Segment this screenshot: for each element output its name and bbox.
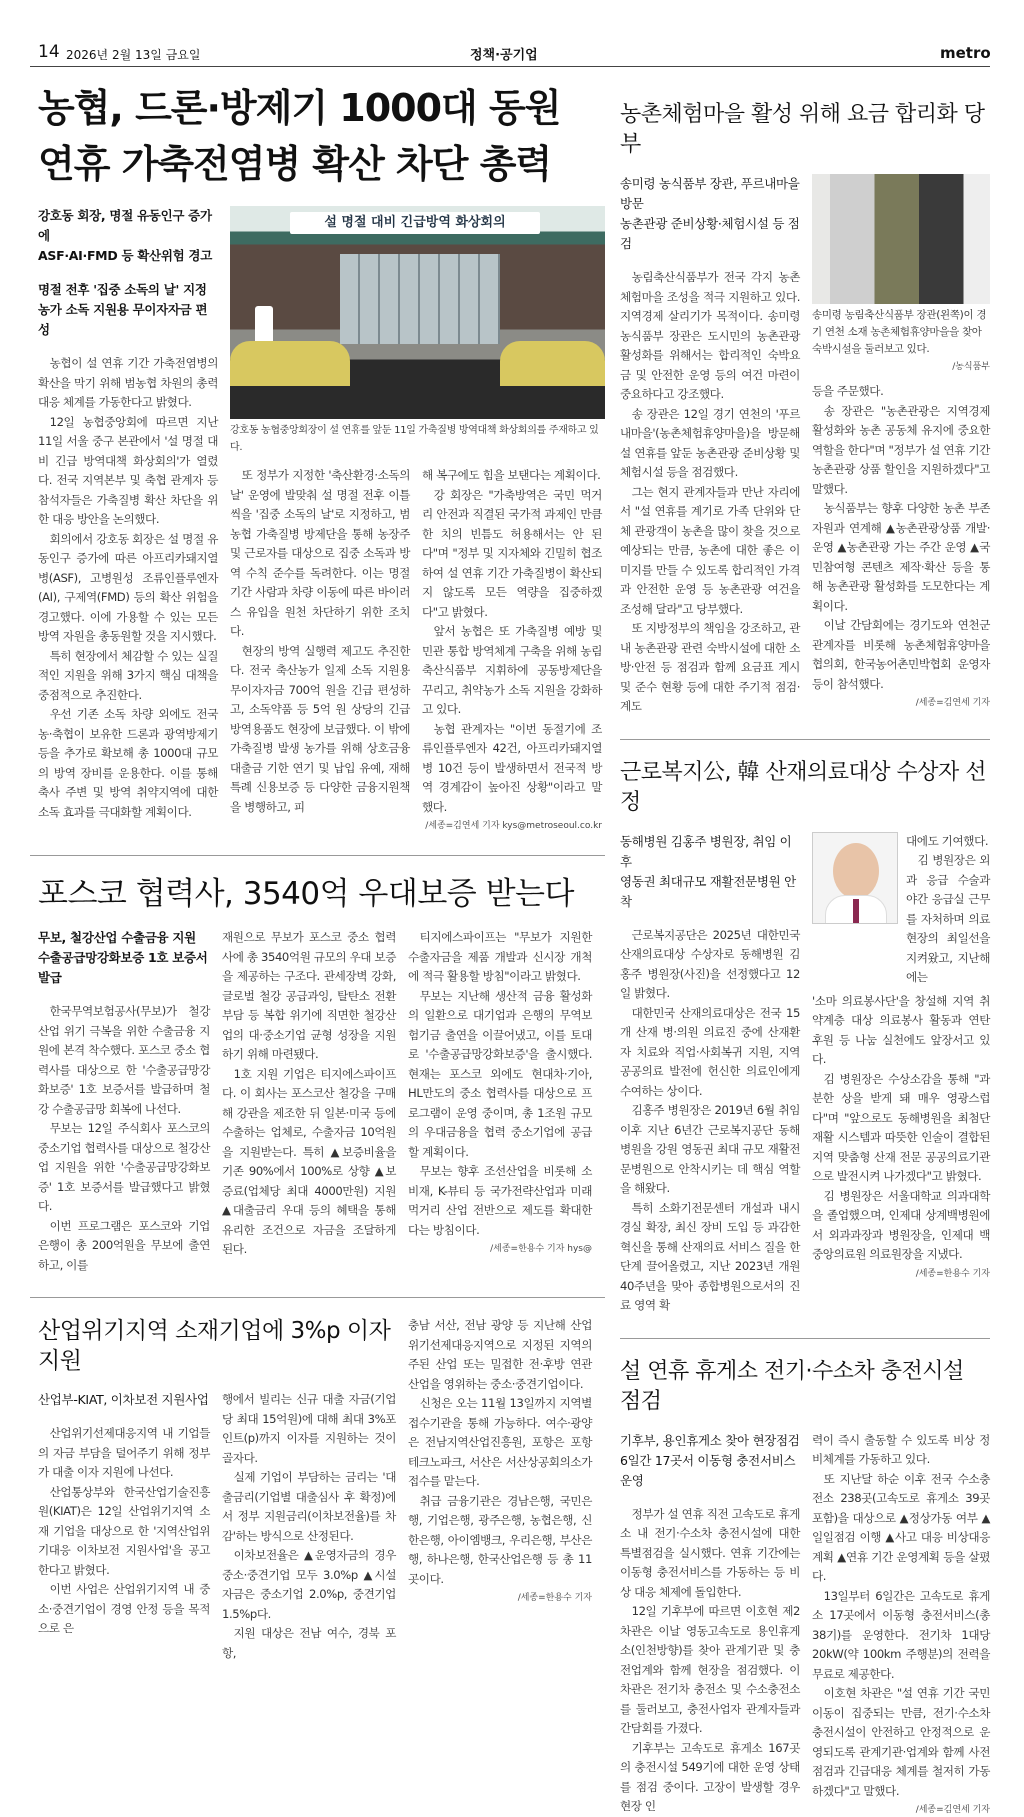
paragraph: 산업통상부와 한국산업기술진흥원(KIAT)은 12일 산업위기지역 소재 기업을 대상으로 한 '지역산업위기대응 이차보전 지원사업'을 공고한다고 밝혔다.: [38, 1483, 210, 1581]
a1-subhead-1: [38, 206, 218, 266]
a3-byline: /세종=한용수 기자: [812, 1267, 990, 1281]
paragraph: 농림축산식품부가 전국 각지 농촌체험마을 조성을 적극 지원하고 있다. 지역경제 살리기가 목적이다. 송미령 농식품부 장관은 도시민의 농촌관광 활성화를 위해서는 합리적인 숙박요금 및 안전한 운영 등의 여건 마련이 중요하다고 강조했다.: [620, 268, 800, 405]
director-portrait: [812, 832, 898, 924]
paragraph: 13일부터 6일간은 고속도로 휴게소 17곳에서 이동형 충전서비스(총 38기)를 운영한다. 전기차 1대당 20kW(약 100km 주행분)의 전력을 무료로 제공한다.: [812, 1587, 990, 1685]
article-posco: [30, 874, 605, 1275]
paragraph: 산업위기선제대응지역 내 기업들의 자금 부담을 덜어주기 위해 정부가 대출 이자 지원에 나선다.: [38, 1424, 210, 1483]
paragraph: 기후부는 고속도로 휴게소 167곳의 충전시설 549기에 대한 운영 상태를 점검 중이다. 고장이 발생할 경우 현장 인: [620, 1739, 800, 1817]
a3-column-3: [812, 992, 990, 1265]
paragraph: 12일 기후부에 따르면 이호현 제2 차관은 이날 영동고속도로 용인휴게소(인천방향)를 찾아 관계기관 및 충전업계와 함께 현장을 점검했다. 이 차관은 전기차 충전소 및 수소충전소를 둘러보고, 충전사업자 관계자들과 간담회를 가졌다.: [620, 1602, 800, 1739]
paragraph: 이호현 차관은 "설 연휴 기간 국민 이동이 집중되는 만큼, 전기·수소차 충전시설이 안전하고 안정적으로 운영되도록 관계기관·업계와 함께 사전 점검과 긴급대응 체계를 철저히 가동하겠다"고 말했다.: [812, 1684, 990, 1801]
a1-column-1: [38, 354, 218, 822]
paragraph: 또 지난달 하순 이후 전국 수소충전소 238곳(고속도로 휴게소 39곳 포함)을 대상으로 ▲정상가동 여부 ▲일일점검 이행 ▲사고 대응 비상대응계획 ▲연휴 기간 운영계획 등을 살폈다.: [812, 1470, 990, 1587]
a6-column-1: [620, 1505, 800, 1817]
article-rural-tourism: [620, 100, 990, 717]
a4-byline: /세종=한용수 기자 hys@: [408, 1242, 592, 1256]
paragraph: 특히 소화기전문센터 개설과 내시경실 확장, 최신 장비 도입 등 과감한 혁신을 통해 산재의료 서비스 질을 한 단계 끌어올렸고, 지난 2023년 개원 40주년을 맞아 종합병원으로서의 진료 영역 확: [620, 1199, 800, 1316]
paragraph: 이날 간담회에는 경기도와 연천군 관계자를 비롯해 농촌체험휴양마을협의회, 한국농어촌민박협회 운영자 등이 참석했다.: [812, 616, 990, 694]
a3-column-2: [906, 832, 990, 988]
paragraph: 김홍주 병원장은 2019년 6월 취임 이후 지난 6년간 근로복지공단 동해병원을 강원 영동권 최대 규모 재활전문병원으로 안착시키는 데 핵심 역할을 해왔다.: [620, 1101, 800, 1199]
a2-subhead: [620, 174, 800, 254]
a1-headline-line1: 농협, 드론·방제기 1000대 동원: [30, 80, 605, 136]
paragraph: 충남 서산, 전남 광양 등 지난해 산업위기선제대응지역으로 지정된 지역의 주된 산업 또는 밀접한 전·후방 연관 산업을 영위하는 중소·중견기업이다.: [408, 1316, 592, 1394]
subhead-line: 농가 소독 지원용 무이자자금 편성: [38, 300, 218, 340]
a3-column-1: [620, 926, 800, 1316]
issue-date: 2026년 2월 13일 금요일: [66, 46, 200, 63]
paragraph: 이차보전율은 ▲운영자금의 경우 중소·중견기업 모두 3.0%p ▲시설자금은 중소기업 2.0%p, 중견기업 1.5%p다.: [222, 1546, 396, 1624]
paragraph: 특히 현장에서 체감할 수 있는 실질적인 지원을 위해 3가지 핵심 대책을 중점적으로 추진한다.: [38, 647, 218, 706]
a1-column-2: [230, 466, 410, 817]
subhead-line: 무보, 철강산업 수출금융 지원: [38, 928, 210, 948]
paragraph: 강 회장은 "가축방역은 국민 먹거리 안전과 직결된 국가적 과제인 만큼 한 치의 빈틈도 허용해서는 안 된다"며 "정부 및 지자체와 긴밀히 협조하여 설 연휴 기간 가축질병이 확산되지 않도록 모든 역량을 집중하겠다"고 밝혔다.: [422, 486, 602, 623]
a5-byline: /세종=한용수 기자: [408, 1591, 592, 1605]
a6-column-2: [812, 1431, 990, 1802]
face: [833, 843, 879, 899]
paragraph: 이번 사업은 산업위기지역 내 중소·중견기업이 경영 안정 등을 목적으로 은: [38, 1580, 210, 1639]
subhead-line: 동해병원 김홍주 병원장, 취임 이후: [620, 832, 800, 872]
minister-visit-photo: [812, 174, 990, 304]
attendees-left: [230, 341, 350, 386]
divider: [620, 1338, 990, 1339]
a4-headline: 포스코 협력사, 3540억 우대보증 받는다: [30, 874, 605, 914]
a2-headline: 농촌체험마을 활성 위해 요금 합리화 당부: [620, 100, 990, 160]
paragraph: 무보는 지난해 생산적 금융 활성화의 일환으로 대기업과 은행의 무역보험기금 출연을 이끌어냈고, 이를 토대로 '수출공급망강화보증'을 출시했다. 현재는 포스코 외에도 현대차·기아, HL만도의 중소 협력사를 대상으로 프로그램이 운영 중이며, 총 1조원 규모의 우대금융을 협력 중소기업에 공급할 계획이다.: [408, 987, 592, 1163]
paragraph: 등을 주문했다.: [812, 382, 990, 402]
paragraph: 김 병원장은 서울대학교 의과대학을 졸업했으며, 인제대 상계백병원에서 외과과장과 병원장을, 인제대 백중앙의료원 의료원장을 지냈다.: [812, 1187, 990, 1265]
paragraph: 농협 관계자는 "이번 동절기에 조류인플루엔자 42건, 아프리카돼지열병 10건 등이 발생하면서 전국적 방역 경계감이 높아진 상황"이라고 말했다.: [422, 720, 602, 818]
a3-headline: 근로복지公, 韓 산재의료대상 수상자 선정: [620, 758, 990, 818]
a4-subhead: [38, 928, 210, 988]
a4-column-2: [222, 928, 396, 1260]
paragraph: 이번 프로그램은 포스코와 기업은행이 총 200억원을 무보에 출연하고, 이를: [38, 1217, 210, 1276]
paragraph: 또 지방정부의 책임을 강조하고, 관내 농촌관광 관련 숙박시설에 대한 소방·안전 등 점검과 함께 요금표 게시 및 준수 현황 등에 대한 주기적 점검·계도: [620, 619, 800, 717]
paragraph: 송 장관은 "농촌관광은 지역경제 활성화와 농촌 공동체 유지에 중요한 역할을 한다"며 "정부가 설 연휴 기간 농촌관광 상품 할인을 지원하겠다"고 말했다.: [812, 402, 990, 500]
right-area: [620, 100, 990, 1817]
a3-subhead: [620, 832, 800, 912]
paragraph: 송 장관은 12일 경기 연천의 '푸르내마을'(농촌체험휴양마을)을 방문해 설 연휴를 앞둔 농촌관광 준비상황 및 체험시설 등을 점검했다.: [620, 405, 800, 483]
a5-subhead: 산업부-KIAT, 이차보전 지원사업: [38, 1390, 210, 1410]
a2-photo-caption: 송미령 농림축산식품부 장관(왼쪽)이 경기 연천 소재 농촌체험휴양마을을 찾아 숙박시설을 둘러보고 있다.: [812, 307, 990, 358]
paragraph: 대한민국 산재의료대상은 전국 15개 산재 병·의원 의료진 중에 산재환자 치료와 직업·사회복귀 지원, 지역 공공의료 발전에 헌신한 의료인에게 수여하는 상이다.: [620, 1004, 800, 1102]
paragraph: 김 병원장은 외과 응급 수술과 야간 응급실 근무를 자처하며 의료 현장의 최일선을 지켜왔고, 지난해에는: [906, 851, 990, 988]
subhead-line: 송미령 농식품부 장관, 푸르내마을 방문: [620, 174, 800, 214]
a2-column-1: [620, 268, 800, 717]
paragraph: 지원 대상은 전남 여수, 경북 포항,: [222, 1624, 396, 1663]
subhead-line: ASF·AI·FMD 등 확산위험 경고: [38, 246, 218, 266]
article-medical-award: [620, 758, 990, 1316]
paragraph: '소마 의료봉사단'을 창설해 지역 취약계층 대상 의료봉사 활동과 연탄 후원 등 나눔 실천에도 앞장서고 있다.: [812, 992, 990, 1070]
article-ev-charging: [620, 1357, 990, 1817]
a1-headline-line2: 연휴 가축전염병 확산 차단 총력: [30, 136, 605, 192]
subhead-line: 6일간 17곳서 이동형 충전서비스 운영: [620, 1451, 800, 1491]
a6-subhead: [620, 1431, 800, 1491]
a5-column-3: [408, 1316, 592, 1589]
paragraph: 실제 기업이 부담하는 금리는 '대출금리(기업별 대출심사 후 확정)에서 정부 지원금리(이차보전율)를 차감'하는 방식으로 산정된다.: [222, 1468, 396, 1546]
meeting-photo: [230, 206, 605, 419]
a5-column-2: [222, 1390, 396, 1663]
paragraph: 농식품부는 향후 다양한 농촌 부존자원과 연계해 ▲농촌관광상품 개발·운영 ▲농촌관광 가는 주간 운영 ▲국민참여형 콘텐츠 제작·확산 등을 통해 농촌관광 활성화를 도모한다는 계획이다.: [812, 499, 990, 616]
flag-icon: [255, 306, 273, 346]
paragraph: 취급 금융기관은 경남은행, 국민은행, 기업은행, 광주은행, 농협은행, 신한은행, 아이엠뱅크, 우리은행, 부산은행, 하나은행, 한국산업은행 등 총 11곳이다.: [408, 1492, 592, 1590]
paragraph: 또 정부가 지정한 '축산환경·소독의 날' 운영에 발맞춰 설 명절 전후 이틀씩을 '집중 소독의 날'로 지정하고, 범농협 가축질병 방제단을 통해 농장주 및 근로자를 대상으로 집중 소독과 방역 수칙 준수를 독려한다. 이는 명절 기간 사람과 차량 이동에 따른 바이러스 유입을 원천 차단하기 위한 조치다.: [230, 466, 410, 642]
paragraph: 김 병원장은 수상소감을 통해 "과분한 상을 받게 돼 매우 영광스럽다"며 "앞으로도 동해병원을 최첨단 재활 시스템과 따뜻한 인술이 결합된 지역 맞춤형 산재 전문 공공의료기관으로 발전시켜 나가겠다"고 밝혔다.: [812, 1070, 990, 1187]
metro-logo: metro: [940, 44, 991, 62]
paragraph: 12일 농협중앙회에 따르면 지난 11일 서울 중구 본관에서 '설 명절 대비 긴급 방역대책 화상회의'가 열렸다. 전국 지역본부 및 축협 관계자 등 참석자들은 가축질병 확산 차단을 위한 대응 방안을 논의했다.: [38, 413, 218, 530]
a2-column-2: [812, 382, 990, 694]
paragraph: 무보는 향후 조선산업을 비롯해 소비재, K-뷰티 등 국가전략산업과 미래 먹거리 산업 전반으로 제도를 확대한다는 방침이다.: [408, 1162, 592, 1240]
a5-headline: 산업위기지역 소재기업에 3%p 이자 지원: [38, 1316, 396, 1376]
paragraph: 1호 지원 기업은 티지에스파이프다. 이 회사는 포스코산 철강을 구매해 강관을 제조한 뒤 일본·미국 등에 수출하는 업체로, 수출자금 10억원을 지원받는다. 특히 ▲보증비율을 기존 90%에서 100%로 상향 ▲보증료(업체당 최대 4000만원) 지원 ▲대출금리 우대 등의 혜택을 통해 유리한 조건으로 자금을 조달하게 된다.: [222, 1065, 396, 1260]
paragraph: 대에도 기여했다.: [906, 832, 990, 852]
a1-column-3: [422, 466, 602, 817]
paragraph: 한국무역보험공사(무보)가 철강산업 위기 극복을 위한 수출금융 지원에 본격 착수했다. 포스코 중소 협력사를 대상으로 한 '수출공급망강화보증' 1호 보증서를 발급하며 철강 수출공급망 회복에 나선다.: [38, 1002, 210, 1119]
paragraph: 력이 즉시 출동할 수 있도록 비상 정비체계를 가동하고 있다.: [812, 1431, 990, 1470]
a2-byline: /세종=김연세 기자: [812, 696, 990, 710]
paragraph: 우선 기존 소독 차량 외에도 전국 농·축협이 보유한 드론과 광역방제기 등을 추가로 확보해 총 1000대 규모의 방역 장비를 운용한다. 이를 통해 축사 주변 및 방역 취약지역에 대한 소독 효과를 극대화할 계획이다.: [38, 705, 218, 822]
subhead-line: 명절 전후 '집중 소독의 날' 지정: [38, 280, 218, 300]
divider: [30, 1297, 605, 1298]
photo-banner: 설 명절 대비 긴급방역 화상회의: [290, 212, 540, 234]
a1-subhead-2: [38, 280, 218, 340]
a6-byline: /세종=김연세 기자: [812, 1803, 990, 1817]
paragraph: 재원으로 무보가 포스코 중소 협력사에 총 3540억원 규모의 우대 보증을 제공하는 구조다. 관세장벽 강화, 글로벌 철강 공급과잉, 탈탄소 전환 부담 등 복합 위기에 직면한 철강산업의 대·중소기업 균형 성장을 지원하기 위해 마련됐다.: [222, 928, 396, 1065]
a5-column-1: [38, 1424, 210, 1639]
a6-headline: 설 연휴 휴게소 전기·수소차 충전시설 점검: [620, 1357, 990, 1417]
a4-column-1: [38, 1002, 210, 1275]
paragraph: 행에서 빌리는 신규 대출 자금(기업당 최대 15억원)에 대해 최대 3%포인트(p)까지 이자를 지원하는 것이 골자다.: [222, 1390, 396, 1468]
subhead-line: 기후부, 용인휴게소 찾아 현장점검: [620, 1431, 800, 1451]
subhead-line: 영동권 최대규모 재활전문병원 안착: [620, 872, 800, 912]
video-wall: [340, 254, 500, 344]
subhead-line: 수출공급망강화보증 1호 보증서 발급: [38, 948, 210, 988]
subhead-line: 농촌관광 준비상황·체험시설 등 점검: [620, 214, 800, 254]
divider: [30, 855, 605, 856]
paragraph: 근로복지공단은 2025년 대한민국 산재의료대상 수상자로 동해병원 김홍주 병원장(사진)을 선정했다고 12일 밝혔다.: [620, 926, 800, 1004]
paragraph: 티지에스파이프는 "무보가 지원한 수출자금을 제품 개발과 신시장 개척에 적극 활용할 방침"이라고 밝혔다.: [408, 928, 592, 987]
paragraph: 앞서 농협은 또 가축질병 예방 및 민관 통합 방역체계 구축을 위해 농림축산식품부 지휘하에 공동방제단을 꾸리고, 취약농가 소독 지원을 강화하고 있다.: [422, 622, 602, 720]
a2-photo-credit: /농식품부: [812, 360, 990, 374]
subhead-line: 강호동 회장, 명절 유동인구 증가에: [38, 206, 218, 246]
a4-column-3: [408, 928, 592, 1240]
tie: [853, 899, 859, 924]
paragraph: 농협이 설 연휴 기간 가축전염병의 확산을 막기 위해 범농협 차원의 총력 대응 체계를 가동한다고 밝혔다.: [38, 354, 218, 413]
page-number: 14: [38, 42, 60, 62]
paragraph: 회의에서 강호동 회장은 설 명절 유동인구 증가에 따른 아프리카돼지열병(ASF), 고병원성 조류인플루엔자(AI), 구제역(FMD) 등의 확산 위험을 경고했다. 이에 가용할 수 있는 모든 방역 자원을 총동원할 것을 지시했다.: [38, 530, 218, 647]
section-name: 정책·공기업: [470, 44, 538, 63]
left-area: [30, 80, 605, 1663]
divider: [620, 739, 990, 740]
paragraph: 무보는 12일 주식회사 포스코의 중소기업 협력사를 대상으로 철강산업 지원을 위한 '수출공급망강화보증' 1호 보증서를 발급했다고 밝혔다.: [38, 1119, 210, 1217]
paragraph: 그는 현지 관계자들과 만난 자리에서 "설 연휴를 계기로 가족 단위와 단체 관광객이 농촌을 많이 찾을 것으로 예상되는 만큼, 농촌에 대한 좋은 이미지를 만들 수 있도록 합리적인 가격과 안전한 운영 등 농촌관광 여건을 조성해 달라"고 당부했다.: [620, 483, 800, 620]
a1-byline: /세종=김연세 기자 kys@metroseoul.co.kr: [422, 819, 602, 833]
paragraph: 신청은 오는 11월 13일까지 지역별 접수기관을 통해 가능하다. 여수·광양은 전남지역산업진흥원, 포항은 포항테크노파크, 서산은 서산상공회의소가 접수를 맡는다.: [408, 1394, 592, 1492]
header-rule: [30, 66, 990, 67]
paragraph: 정부가 설 연휴 직전 고속도로 휴게소 내 전기·수소차 충전시설에 대한 특별점검을 실시했다. 연휴 기간에는 이동형 충전서비스를 가동하는 등 비상 대응 체제에 돌입한다.: [620, 1505, 800, 1603]
attendees-right: [500, 341, 605, 386]
paragraph: 현장의 방역 실행력 제고도 추진한다. 전국 축산농가 일제 소독 지원용 무이자자금 700억 원을 긴급 편성하고, 소독약품 등 5억 원 상당의 긴급 방역용품도 현장에 보급했다. 이 밖에 가축질병 발생 농가를 위해 상호금융 대출금 기한 연기 및 납입 유예, 재해특례 신용보증 등 다양한 금융지원책을 병행하고, 피: [230, 642, 410, 818]
article-nonghyup: [30, 80, 605, 833]
a1-photo-caption: 강호동 농협중앙회장이 설 연휴를 앞둔 11일 가축질병 방역대책 화상회의를 주재하고 있다.: [230, 422, 605, 456]
paragraph: 해 복구에도 힘을 보탠다는 계획이다.: [422, 466, 602, 486]
